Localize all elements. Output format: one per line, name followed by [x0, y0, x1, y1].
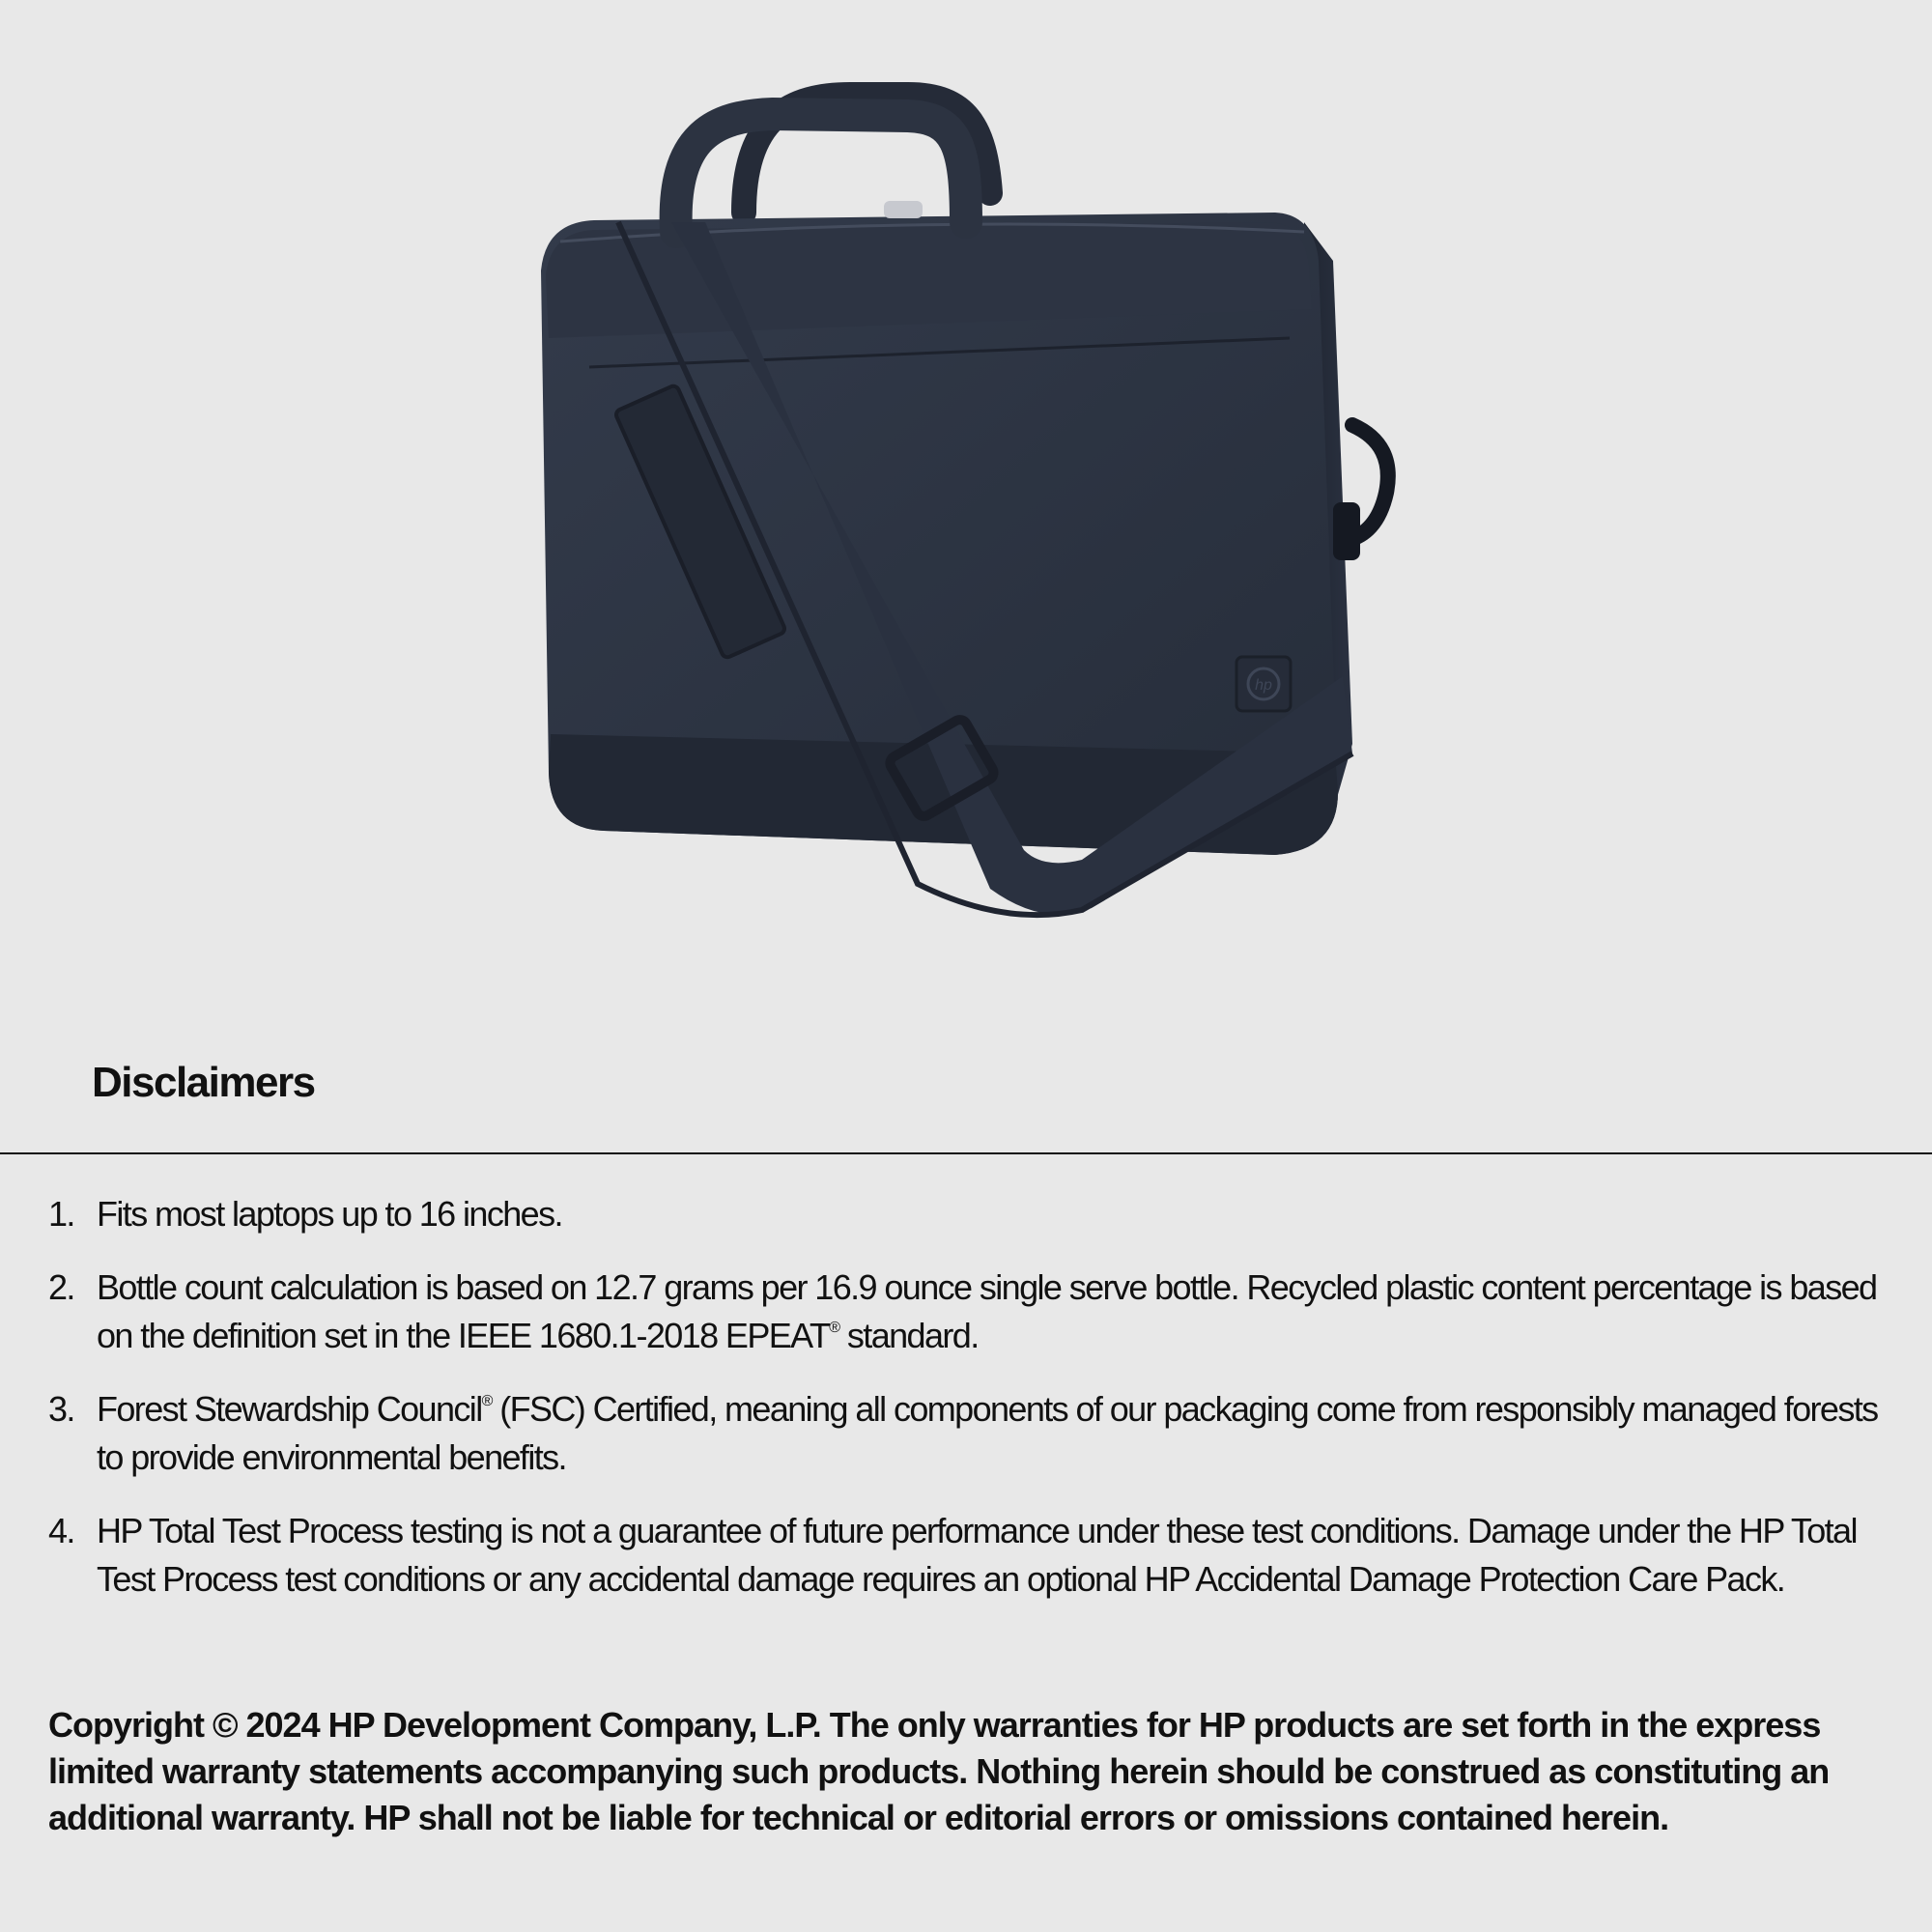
registered-mark: ®	[829, 1320, 839, 1336]
divider	[0, 1152, 1932, 1154]
disclaimer-text-part: Forest Stewardship Council	[97, 1389, 482, 1429]
disclaimer-text-part: Bottle count calculation is based on 12.7 grams per 16.9 ounce single serve bottle. Recycled plastic content percentage is based on the definition set in the IEEE 1680.1-2018 EPEAT	[97, 1267, 1877, 1355]
clip-hardware	[1333, 502, 1360, 560]
laptop-bag-image	[502, 77, 1430, 927]
disclaimer-text-part: (FSC) Certified, meaning all components of our packaging come from responsibly managed forests to provide environmental benefits.	[97, 1389, 1878, 1477]
zipper-pull	[884, 201, 923, 218]
disclaimer-item	[48, 1507, 1884, 1604]
disclaimer-text-part: standard.	[838, 1316, 979, 1355]
copyright-notice: Copyright © 2024 HP Development Company, L.P. The only warranties for HP products are set forth in the express limited warranty statements accompanying such products. Nothing herein should be construed as constituting an additional warranty. HP shall not be liable for technical or editorial errors or omissions contained herein.	[48, 1705, 1830, 1837]
front-handle	[676, 114, 966, 232]
disclaimer-item	[48, 1385, 1884, 1482]
registered-mark: ®	[481, 1393, 492, 1409]
disclaimer-number: 4.	[48, 1511, 74, 1550]
disclaimer-item	[48, 1190, 1884, 1238]
disclaimer-text: HP Total Test Process testing is not a guarantee of future performance under these test conditions. Damage under the HP Total Test Process test conditions or any accidental damage requires an optional HP Accidental Damage Protection Care Pack.	[97, 1511, 1857, 1599]
disclaimers-list	[48, 1190, 1884, 1629]
disclaimer-text: Fits most laptops up to 16 inches.	[97, 1194, 562, 1234]
disclaimer-number: 2.	[48, 1267, 74, 1307]
hp-logo-text: hp	[1255, 677, 1272, 694]
disclaimer-item	[48, 1264, 1884, 1360]
disclaimer-text	[97, 1385, 1884, 1482]
disclaimer-number: 3.	[48, 1389, 74, 1429]
disclaimer-text	[97, 1264, 1884, 1360]
disclaimers-title: Disclaimers	[92, 1059, 315, 1106]
disclaimer-number: 1.	[48, 1194, 74, 1234]
